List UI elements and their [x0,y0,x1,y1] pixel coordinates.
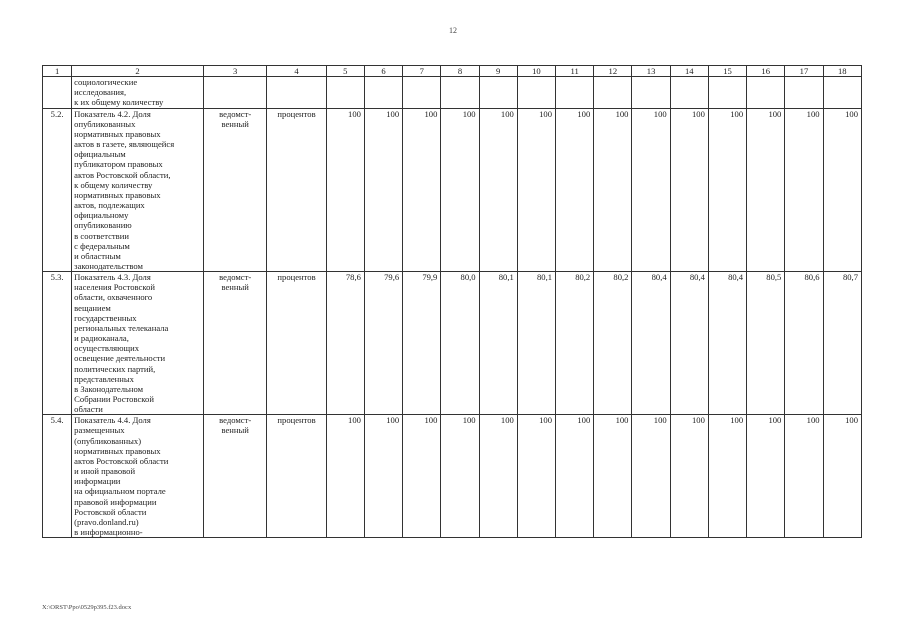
text-line: публикатором правовых [74,159,163,170]
year-value: 100 [364,108,402,272]
text-line: вещанием [74,302,111,313]
row-number-cell [43,77,72,108]
text-line: информации [74,476,121,487]
unit-of-measure: процентов [267,415,326,538]
year-value: 100 [670,415,708,538]
text-line: актов Ростовской области [74,455,169,466]
year-value: 100 [326,108,364,272]
text-line: осуществляющих [74,343,140,354]
text-line: Показатель 4.2. Доля [74,108,151,119]
empty-cell [479,77,517,108]
text-line: и радиоканала, [74,333,129,344]
empty-cell [517,77,555,108]
text-line: нормативных правовых [74,128,161,139]
year-value: 80,1 [517,272,555,415]
empty-cell [823,77,861,108]
column-number-15: 15 [708,66,746,77]
year-value: 100 [517,415,555,538]
text-line: области, охваченного [74,292,153,303]
empty-cell [670,77,708,108]
text-line: государственных [74,312,137,323]
column-number-16: 16 [747,66,785,77]
year-value: 100 [632,415,670,538]
empty-cell [708,77,746,108]
column-number-9: 9 [479,66,517,77]
empty-cell [632,77,670,108]
year-value: 100 [632,108,670,272]
year-value: 100 [441,415,479,538]
empty-cell [556,77,594,108]
text-line: законодательством [74,260,143,271]
text-line: региональных телеканала [74,322,169,333]
text-line: актов в газете, являющейся [74,139,175,150]
year-value: 80,4 [708,272,746,415]
year-value: 100 [403,415,441,538]
row-number: 5.3. [43,272,72,415]
column-number-14: 14 [670,66,708,77]
year-value: 79,9 [403,272,441,415]
year-value: 100 [785,108,823,272]
text-line: Показатель 4.3. Доля [74,272,151,283]
text-line: (pravo.donland.ru) [74,516,139,527]
empty-cell [594,77,632,108]
page-number: 12 [449,26,457,35]
text-line: размещенных [74,425,125,436]
text-line: представленных [74,373,134,384]
text-line: на официальном портале [74,486,166,497]
column-number-5: 5 [326,66,364,77]
empty-cell [203,77,266,108]
column-number-10: 10 [517,66,555,77]
year-value: 100 [326,415,364,538]
year-value: 100 [708,108,746,272]
text-line: к их общему количеству [74,97,164,108]
text-line: в соответствии [74,230,129,241]
text-line: населения Ростовской [74,282,156,293]
column-number-2: 2 [72,66,204,77]
year-value: 100 [364,415,402,538]
year-value: 100 [823,108,861,272]
text-line: ведомст- [219,415,252,426]
text-line: венный [221,282,249,293]
year-value: 80,1 [479,272,517,415]
text-line: в информационно- [74,527,143,538]
unit-of-measure: процентов [267,272,326,415]
column-number-13: 13 [632,66,670,77]
column-number-17: 17 [785,66,823,77]
indicator-description [72,108,204,272]
empty-cell [267,77,326,108]
data-source [203,415,266,538]
column-number-4: 4 [267,66,326,77]
text-line: актов Ростовской области, [74,169,171,180]
text-line: освещение деятельности [74,353,166,364]
year-value: 80,4 [632,272,670,415]
row-number: 5.4. [43,415,72,538]
year-value: 80,6 [785,272,823,415]
text-line: венный [221,425,249,436]
text-line: области [74,404,103,415]
empty-cell [403,77,441,108]
column-number-6: 6 [364,66,402,77]
year-value: 100 [441,108,479,272]
year-value: 80,0 [441,272,479,415]
text-line: политических партий, [74,363,156,374]
year-value: 100 [823,415,861,538]
year-value: 78,6 [326,272,364,415]
year-value: 80,2 [556,272,594,415]
year-value: 100 [479,108,517,272]
indicator-table [42,65,862,538]
column-number-12: 12 [594,66,632,77]
row-number: 5.2. [43,108,72,272]
year-value: 79,6 [364,272,402,415]
column-number-row [43,66,862,77]
year-value: 80,7 [823,272,861,415]
year-value: 100 [594,415,632,538]
text-line: к общему количеству [74,179,153,190]
text-line: ведомст- [219,108,252,119]
year-value: 80,4 [670,272,708,415]
table-row [43,108,862,272]
data-source [203,272,266,415]
year-value: 100 [747,415,785,538]
text-line: нормативных правовых [74,445,161,456]
year-value: 80,5 [747,272,785,415]
year-value: 100 [594,108,632,272]
column-number-8: 8 [441,66,479,77]
year-value: 100 [556,108,594,272]
column-number-11: 11 [556,66,594,77]
year-value: 100 [785,415,823,538]
text-line: актов, подлежащих [74,200,145,211]
year-value: 100 [747,108,785,272]
text-line: ведомст- [219,272,252,283]
indicator-description [72,77,204,108]
empty-cell [785,77,823,108]
text-line: официальным [74,149,126,160]
text-line: венный [221,118,249,129]
table-row [43,272,862,415]
text-line: опубликованию [74,220,132,231]
year-value: 100 [556,415,594,538]
column-number-3: 3 [203,66,266,77]
year-value: 80,2 [594,272,632,415]
text-line: правовой информации [74,496,157,507]
indicator-description [72,272,204,415]
text-line: и иной правовой [74,466,136,477]
indicator-description [72,415,204,538]
text-line: Собрании Ростовской [74,394,154,404]
text-line: исследования, [74,87,127,98]
year-value: 100 [708,415,746,538]
text-line: и областным [74,250,121,261]
text-line: Показатель 4.4. Доля [74,415,151,426]
text-line: с федеральным [74,240,130,251]
file-path-footer: X:\ORST\Ppo\0529p395.f23.docx [42,604,132,611]
year-value: 100 [403,108,441,272]
data-source [203,108,266,272]
year-value: 100 [517,108,555,272]
empty-cell [747,77,785,108]
text-line: нормативных правовых [74,189,161,200]
text-line: опубликованных [74,118,136,129]
continuation-row [43,77,862,108]
unit-of-measure: процентов [267,108,326,272]
text-line: социологические [74,77,138,88]
text-line: (опубликованных) [74,435,142,446]
year-value: 100 [670,108,708,272]
text-line: официальному [74,210,129,221]
empty-cell [326,77,364,108]
empty-cell [441,77,479,108]
year-value: 100 [479,415,517,538]
text-line: в Законодательном [74,383,144,394]
column-number-7: 7 [403,66,441,77]
text-line: Ростовской области [74,506,147,517]
column-number-18: 18 [823,66,861,77]
column-number-1: 1 [43,66,72,77]
table-row [43,415,862,538]
empty-cell [364,77,402,108]
